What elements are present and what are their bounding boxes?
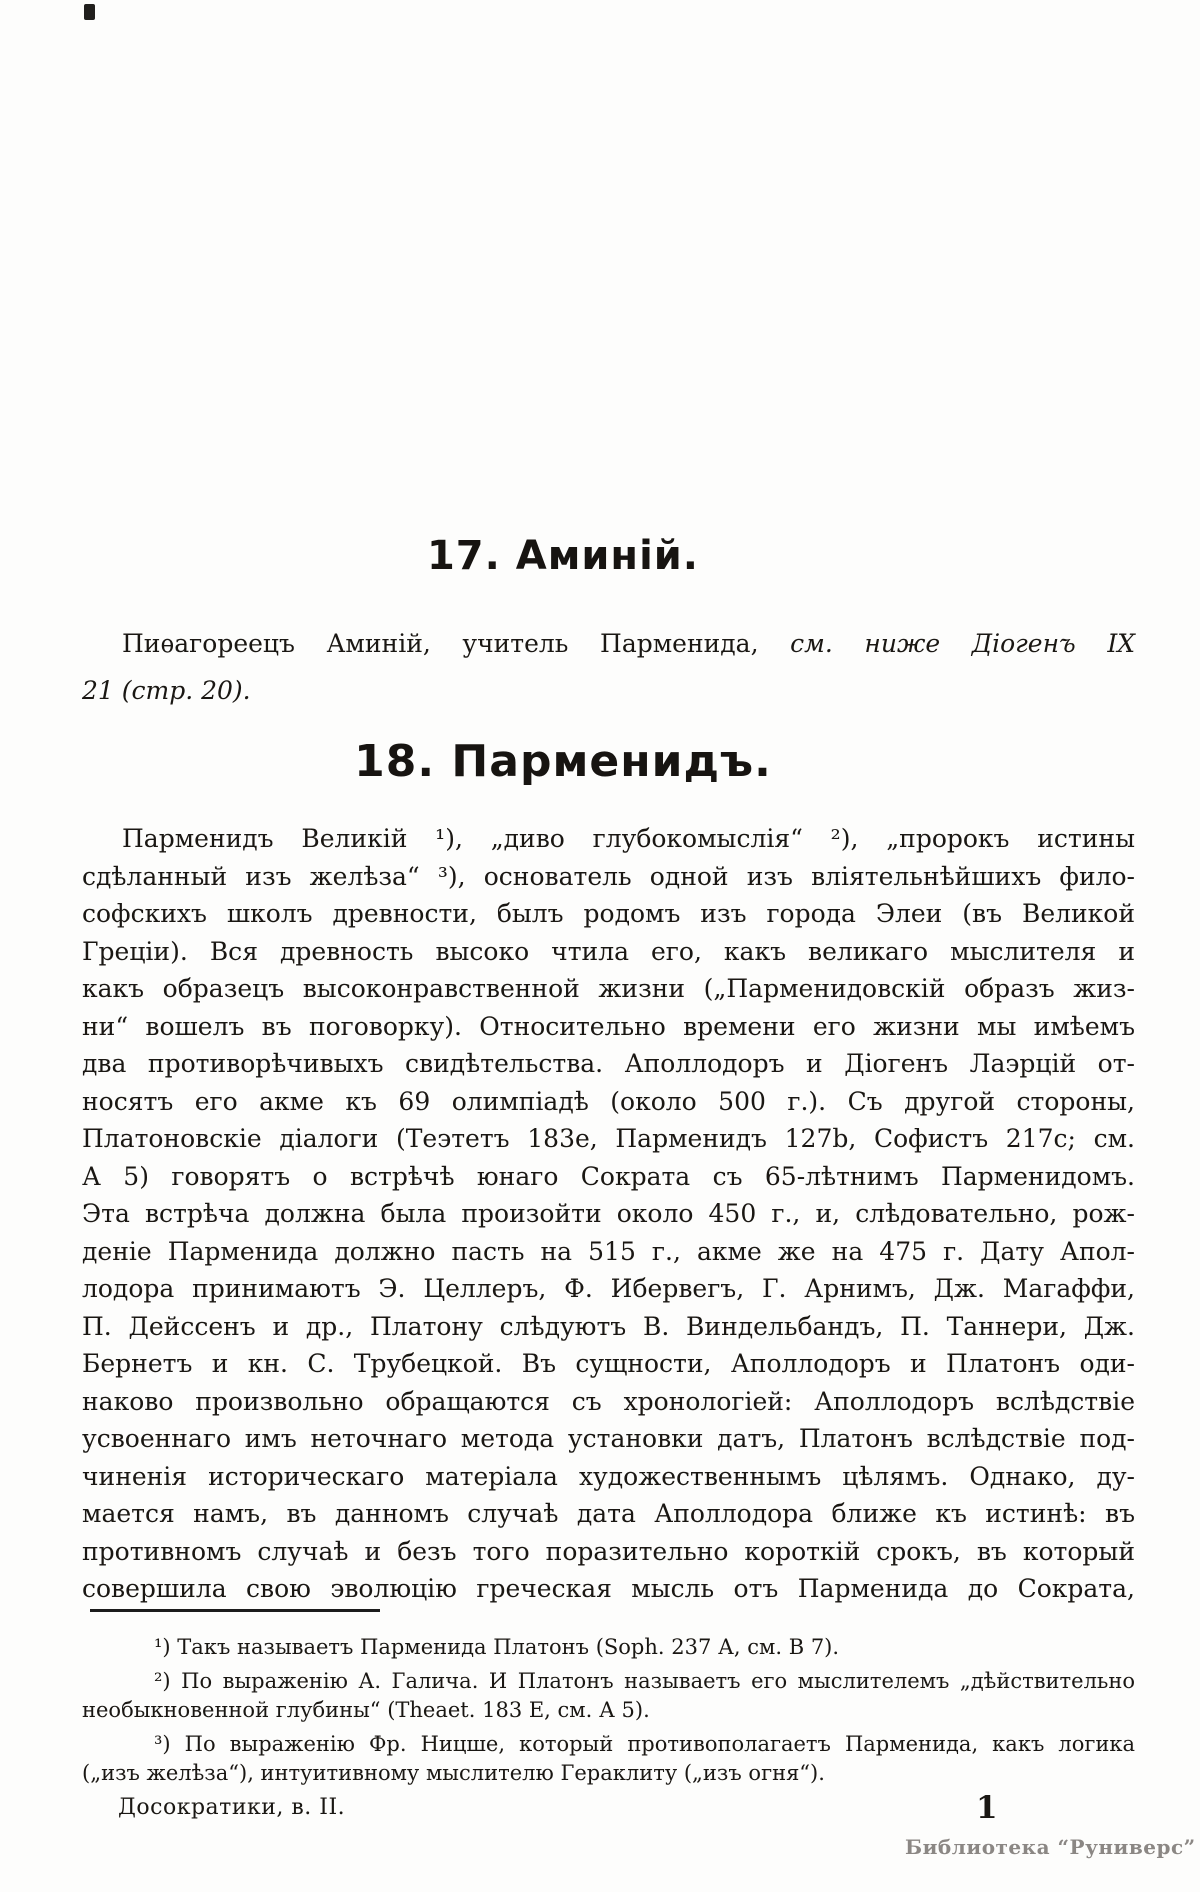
- text-run: П. Дейссенъ и др., Платону слѣдуютъ В. Виндельбандъ, П. Таннери, Дж.: [82, 1311, 1135, 1341]
- text-run: („изъ желѣза“), интуитивному мыслителю Гераклиту („изъ огня“).: [82, 1761, 825, 1785]
- text-run: Греціи). Вся древность высоко чтила его, какъ великаго мыслителя и: [82, 936, 1135, 966]
- section-heading-17-aminius: 17. Аминій.: [426, 533, 700, 579]
- text-run: Пиѳагореецъ Аминій, учитель Парменида,: [122, 629, 791, 658]
- text-line: [82, 1083, 1135, 1121]
- text-line: [82, 1696, 1135, 1725]
- text-run: ³) По выраженію Фр. Ницше, который противополагаетъ Парменида, какъ логика: [154, 1732, 1135, 1756]
- text-run: лодора принимаютъ Э. Целлеръ, Ф. Ибервегъ, Г. Арнимъ, Дж. Магаффи,: [82, 1274, 1135, 1303]
- text-run: необыкновенной глубины“ (Theaet. 183 Е, см. А 5).: [82, 1698, 650, 1722]
- text-run: два противорѣчивыхъ свидѣтельства. Аполлодоръ и Діогенъ Лаэрцій от-: [82, 1049, 1135, 1078]
- library-watermark: Библиотека “Руниверс”: [905, 1835, 1196, 1859]
- text-run: совершила свою эволюцію греческая мысль отъ Парменида до Сократа,: [82, 1574, 1135, 1603]
- page-number: 1: [976, 1790, 998, 1826]
- text-line: [82, 1195, 1135, 1233]
- section-heading-18-parmenides: 18. Парменидъ.: [354, 736, 772, 787]
- text-line: [82, 1158, 1135, 1196]
- text-line: [82, 1045, 1135, 1083]
- text-line: [82, 1533, 1135, 1571]
- text-run: Бернетъ и кн. С. Трубецкой. Въ сущности, Аполлодоръ и Платонъ оди-: [82, 1349, 1135, 1378]
- text-line: [82, 1233, 1135, 1271]
- text-line: [82, 970, 1135, 1008]
- footnotes-block: [82, 1633, 1135, 1793]
- text-run: софскихъ школъ древности, былъ родомъ изъ города Элеи (въ Великой: [82, 899, 1135, 928]
- text-run: Парменидъ Великій ¹), „диво глубокомыслія“ ²), „пророкъ истины: [122, 824, 1135, 853]
- text-line: [82, 620, 1135, 667]
- text-run: носятъ его акме къ 69 олимпіадѣ (около 500 г.). Съ другой стороны,: [82, 1086, 1135, 1116]
- text-run: Платоновскіе діалоги (Теэтетъ 183e, Парменидъ 127b, Софистъ 217c; см.: [82, 1124, 1135, 1153]
- intro-paragraph: [82, 620, 1135, 714]
- text-run: наково произвольно обращаются съ хронологіей: Аполлодоръ вслѣдствіе: [82, 1386, 1135, 1416]
- text-line: [82, 1570, 1135, 1608]
- text-line: [82, 933, 1135, 971]
- scan-artifact-mark: [84, 4, 95, 20]
- footnote: [82, 1633, 1135, 1662]
- text-line: [82, 858, 1135, 896]
- text-run: ни“ вошелъ въ поговорку). Относительно времени его жизни мы имѣемъ: [82, 1011, 1135, 1041]
- text-run: Эта встрѣча должна была произойти около 450 г., и, слѣдовательно, рож-: [82, 1199, 1135, 1228]
- text-line: [82, 1383, 1135, 1421]
- text-line: [82, 1308, 1135, 1346]
- text-line: [82, 1270, 1135, 1308]
- footnote: [82, 1667, 1135, 1725]
- text-line: [82, 1008, 1135, 1046]
- main-paragraph: [82, 820, 1135, 1608]
- text-line: [82, 1420, 1135, 1458]
- text-line: [82, 1667, 1135, 1696]
- text-line: [82, 1495, 1135, 1533]
- text-run: А 5) говорятъ о встрѣчѣ юнаго Сократа съ 65-лѣтнимъ Парменидомъ.: [82, 1161, 1135, 1191]
- footnote: [82, 1730, 1135, 1788]
- text-run: усвоеннаго имъ неточнаго метода установки датъ, Платонъ вслѣдствіе под-: [82, 1424, 1135, 1453]
- italic-text-run: см. ниже Діогенъ IX: [790, 629, 1135, 658]
- text-line: [82, 1120, 1135, 1158]
- text-line: [82, 667, 1135, 714]
- text-run: ²) По выраженію А. Галича. И Платонъ называетъ его мыслителемъ „дѣйствительно: [154, 1669, 1135, 1693]
- text-run: сдѣланный изъ желѣза“ ³), основатель одной изъ вліятельнѣйшихъ фило-: [82, 861, 1135, 891]
- text-line: [82, 1345, 1135, 1383]
- text-run: деніе Парменида должно пасть на 515 г., акме же на 475 г. Дату Апол-: [82, 1236, 1135, 1266]
- text-line: [82, 1730, 1135, 1759]
- text-run: мается намъ, въ данномъ случаѣ дата Аполлодора ближе къ истинѣ: въ: [82, 1499, 1135, 1528]
- book-signature: Досократики, в. II.: [118, 1795, 346, 1820]
- text-line: [82, 1458, 1135, 1496]
- text-line: [82, 1759, 1135, 1788]
- italic-text-run: 21 (стр. 20).: [82, 676, 251, 705]
- text-run: чиненія историческаго матеріала художественнымъ цѣлямъ. Однако, ду-: [82, 1461, 1135, 1491]
- text-run: какъ образецъ высоконравственной жизни („Парменидовскій образъ жиз-: [82, 974, 1135, 1003]
- text-run: ¹) Такъ называетъ Парменида Платонъ (Soph. 237 А, см. В 7).: [154, 1635, 840, 1659]
- text-line: [82, 1633, 1135, 1662]
- footnote-separator-rule: [90, 1609, 380, 1612]
- text-line: [82, 895, 1135, 933]
- text-run: противномъ случаѣ и безъ того поразительно короткій срокъ, въ который: [82, 1536, 1135, 1566]
- text-line: [82, 820, 1135, 858]
